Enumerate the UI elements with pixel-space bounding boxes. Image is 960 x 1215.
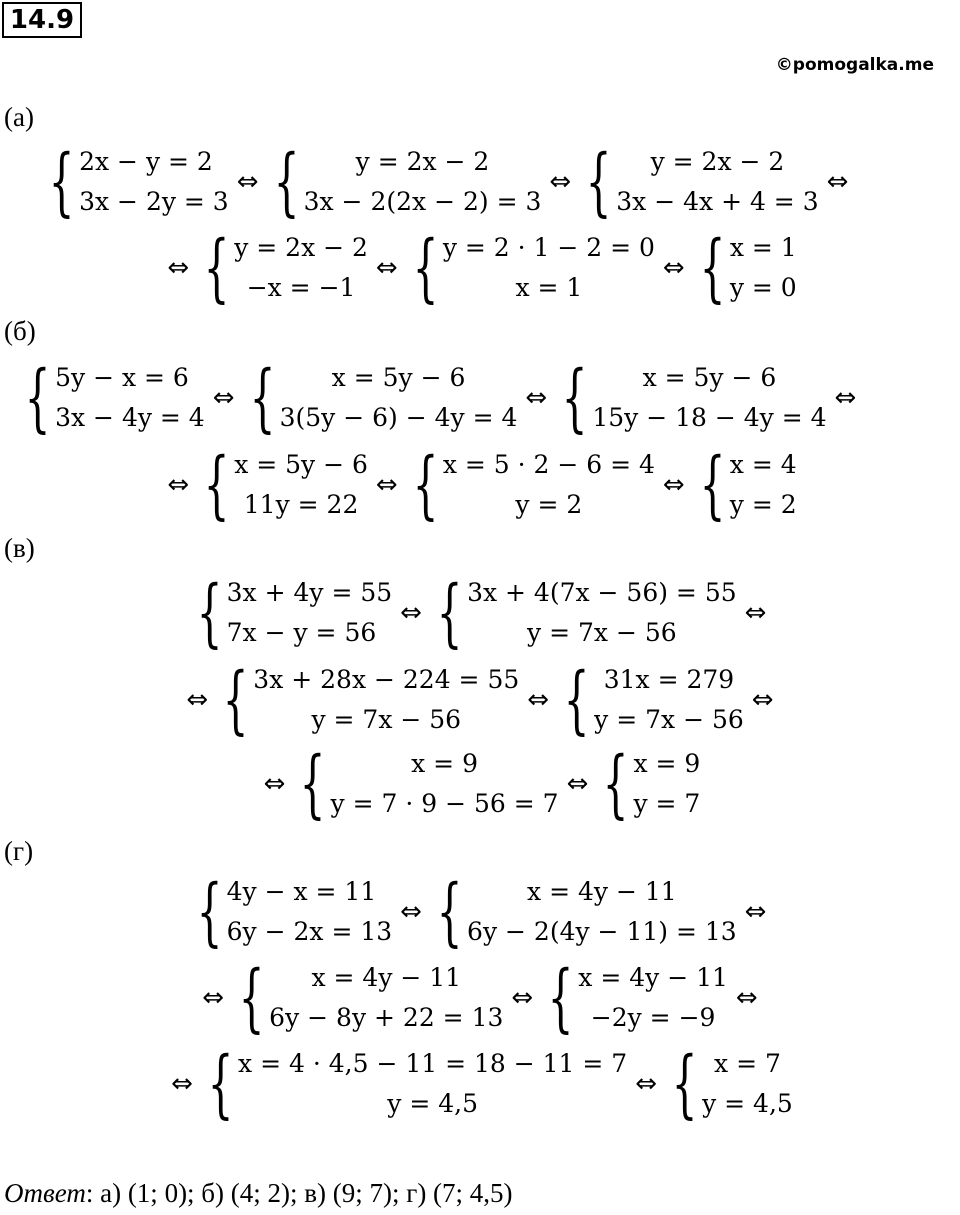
answer-text: : а) (1; 0); б) (4; 2); в) (9; 7); г) (7; 4,5)	[85, 1178, 513, 1208]
equivalence-symbol: ⇔	[527, 685, 550, 715]
equivalence-symbol: ⇔	[186, 685, 209, 715]
equation: −2y = −9	[590, 1003, 716, 1032]
equation: x = 5y − 6	[642, 363, 777, 392]
equation-system: { x = 9 y = 7 · 9 − 56 = 7	[300, 741, 559, 827]
equation: 6y − 8y + 22 = 13	[269, 1003, 504, 1032]
equation: −x = −1	[246, 273, 356, 302]
math-line-d2	[0, 956, 960, 1040]
equation-system: { 2x − y = 2 3x − 2y = 3	[48, 139, 229, 225]
equation: x = 9	[633, 749, 701, 778]
math-line-b1	[16, 356, 950, 440]
equation-system: { x = 5y − 6 15y − 18 − 4y = 4	[561, 355, 827, 441]
equation: 5y − x = 6	[55, 363, 189, 392]
equation: 6y − 2(4y − 11) = 13	[467, 917, 737, 946]
equation-system: { x = 9 y = 7	[602, 741, 701, 827]
section-label-b: (б)	[4, 316, 36, 346]
equation: x = 4y − 11	[578, 963, 728, 992]
equation-system: { x = 1 y = 0	[699, 225, 797, 311]
math-line-c1	[0, 571, 960, 655]
equivalence-symbol: ⇔	[751, 685, 774, 715]
section-label-a: (а)	[4, 102, 34, 132]
equation-system: { x = 5y − 6 3(5y − 6) − 4y = 4	[249, 355, 518, 441]
math-line-b2	[0, 443, 960, 527]
equivalence-symbol: ⇔	[662, 253, 685, 283]
equation-system: { 4y − x = 11 6y − 2x = 13	[196, 869, 393, 955]
equation: y = 2x − 2	[650, 147, 785, 176]
equation: x = 4 · 4,5 − 11 = 18 − 11 = 7	[238, 1049, 628, 1078]
equivalence-symbol: ⇔	[236, 167, 259, 197]
math-line-d3	[0, 1042, 960, 1126]
equivalence-symbol: ⇔	[834, 383, 857, 413]
equation-system: { x = 5y − 6 11y = 22	[203, 442, 368, 528]
equivalence-symbol: ⇔	[375, 253, 398, 283]
equation-system: { x = 5 · 2 − 6 = 4 y = 2	[412, 442, 655, 528]
equation: 31x = 279	[603, 665, 735, 694]
equation: y = 2 · 1 − 2 = 0	[442, 233, 655, 262]
equation: 11y = 22	[243, 490, 359, 519]
equivalence-symbol: ⇔	[826, 167, 849, 197]
equation: 2x − y = 2	[79, 147, 213, 176]
math-line-c3	[0, 742, 960, 826]
equivalence-symbol: ⇔	[400, 598, 422, 628]
equivalence-symbol: ⇔	[662, 470, 685, 500]
equation-system: { x = 4 · 4,5 − 11 = 18 − 11 = 7 y = 4,5	[207, 1041, 628, 1127]
equation: x = 1	[515, 273, 583, 302]
equation-system: { 5y − x = 6 3x − 4y = 4	[24, 355, 205, 441]
equation: y = 2x − 2	[234, 233, 368, 262]
equivalence-symbol: ⇔	[202, 983, 225, 1013]
equation: x = 5y − 6	[331, 363, 466, 392]
section-label-d: (г)	[4, 836, 34, 866]
equation: 4y − x = 11	[226, 877, 377, 906]
watermark: ©pomogalka.me	[775, 55, 934, 75]
equation-system: { y = 2x − 2 3x − 2(2x − 2) = 3	[273, 139, 542, 225]
answer-line	[4, 1178, 513, 1209]
equivalence-symbol: ⇔	[744, 897, 767, 927]
equation: 3x + 4(7x − 56) = 55	[467, 578, 737, 607]
equation-system: { y = 2 · 1 − 2 = 0 x = 1	[412, 225, 655, 311]
equation: y = 2	[729, 490, 797, 519]
equivalence-symbol: ⇔	[263, 769, 286, 799]
section-label-c: (в)	[4, 533, 35, 563]
equation: y = 2	[515, 490, 583, 519]
equation: y = 4,5	[387, 1089, 478, 1118]
equation: y = 7	[633, 789, 701, 818]
equation: 3(5y − 6) − 4y = 4	[279, 403, 518, 432]
equation: x = 1	[729, 233, 797, 262]
equation: y = 7x − 56	[311, 705, 462, 734]
equation: 15y − 18 − 4y = 4	[592, 403, 827, 432]
equation-system: { x = 7 y = 4,5	[671, 1041, 793, 1127]
math-line-a2	[0, 226, 960, 310]
equation-system: { x = 4y − 11 6y − 8y + 22 = 13	[238, 955, 504, 1041]
equation-system: { 31x = 279 y = 7x − 56	[563, 657, 744, 743]
answer-label: Ответ	[4, 1178, 86, 1208]
math-line-d1	[0, 870, 960, 954]
equation-system: { x = 4y − 11 −2y = −9	[547, 955, 728, 1041]
equation-system: { y = 2x − 2 −x = −1	[203, 225, 368, 311]
equation: y = 2x − 2	[355, 147, 490, 176]
equation: x = 5y − 6	[234, 450, 368, 479]
math-line-c2	[0, 658, 960, 742]
equation: 3x + 4y = 55	[226, 578, 393, 607]
equation: y = 7 · 9 − 56 = 7	[330, 789, 559, 818]
equation: 7x − y = 56	[226, 618, 377, 647]
math-line-a1	[40, 140, 950, 224]
equation: y = 4,5	[702, 1089, 793, 1118]
equivalence-symbol: ⇔	[744, 598, 767, 628]
equation: 3x − 4x + 4 = 3	[616, 187, 819, 216]
equation: x = 4	[729, 450, 797, 479]
equivalence-symbol: ⇔	[735, 983, 758, 1013]
equivalence-symbol: ⇔	[375, 470, 398, 500]
equation: y = 7x − 56	[594, 705, 744, 734]
equation-system: { y = 2x − 2 3x − 4x + 4 = 3	[585, 139, 819, 225]
equivalence-symbol: ⇔	[167, 253, 190, 283]
equation-system: { 3x + 4(7x − 56) = 55 y = 7x − 56	[436, 570, 737, 656]
equation: x = 4y − 11	[311, 963, 462, 992]
problem-number: 14.9	[9, 5, 75, 35]
problem-number-badge	[2, 2, 82, 38]
equation: y = 0	[729, 273, 797, 302]
equation: y = 7x − 56	[527, 618, 677, 647]
equivalence-symbol: ⇔	[167, 470, 190, 500]
equation: x = 9	[411, 749, 478, 778]
equation-system: { 3x + 4y = 55 7x − y = 56	[196, 570, 393, 656]
equation: 3x + 28x − 224 = 55	[253, 665, 520, 694]
equivalence-symbol: ⇔	[635, 1069, 657, 1099]
equivalence-symbol: ⇔	[400, 897, 422, 927]
equation: 6y − 2x = 13	[226, 917, 393, 946]
equivalence-symbol: ⇔	[525, 383, 548, 413]
equation: 3x − 2y = 3	[79, 187, 229, 216]
equivalence-symbol: ⇔	[171, 1069, 193, 1099]
equation: 3x − 2(2x − 2) = 3	[303, 187, 542, 216]
equation: 3x − 4y = 4	[55, 403, 205, 432]
equation-system: { x = 4 y = 2	[699, 442, 797, 528]
equation: x = 4y − 11	[527, 877, 677, 906]
equation: x = 7	[714, 1049, 781, 1078]
equivalence-symbol: ⇔	[212, 383, 235, 413]
equation-system: { x = 4y − 11 6y − 2(4y − 11) = 13	[436, 869, 737, 955]
equivalence-symbol: ⇔	[549, 167, 572, 197]
equivalence-symbol: ⇔	[511, 983, 534, 1013]
equivalence-symbol: ⇔	[566, 769, 589, 799]
equation: x = 5 · 2 − 6 = 4	[442, 450, 655, 479]
equation-system: { 3x + 28x − 224 = 55 y = 7x − 56	[222, 657, 520, 743]
